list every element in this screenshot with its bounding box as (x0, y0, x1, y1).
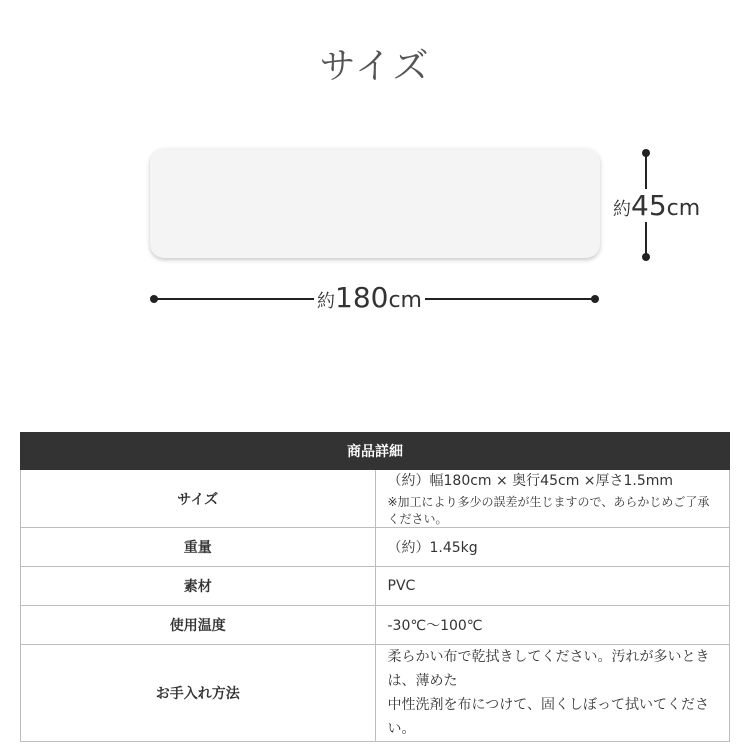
row-label-material: 素材 (21, 567, 376, 606)
depth-value: 45 (631, 189, 667, 222)
size-value: （約）幅180cm × 奥行45cm ×厚さ1.5mm (387, 473, 674, 489)
width-dimension-right-dot (591, 295, 599, 303)
care-line-2: 中性洗剤を布につけて、固くしぼって拭いてください。 (387, 697, 709, 737)
row-value-material: PVC (375, 567, 730, 606)
depth-dimension-top-dot (642, 149, 650, 157)
row-label-temperature: 使用温度 (21, 606, 376, 645)
width-dimension-label (314, 281, 425, 314)
row-label-care: お手入れ方法 (21, 645, 376, 742)
mat-illustration (150, 148, 600, 258)
table-row-size (21, 470, 730, 528)
width-unit: cm (388, 288, 422, 313)
depth-unit: cm (666, 196, 701, 221)
table-row-weight (21, 528, 730, 567)
width-value: 180 (335, 281, 389, 314)
row-value-weight: （約）1.45kg (375, 528, 730, 567)
size-note: ※加工により多少の誤差が生じますので、あらかじめご了承ください。 (387, 495, 710, 526)
table-row-temperature (21, 606, 730, 645)
depth-dimension-label (611, 189, 702, 222)
row-label-weight: 重量 (21, 528, 376, 567)
depth-prefix: 約 (613, 199, 631, 220)
row-label-size: サイズ (21, 470, 376, 528)
row-value-care (375, 645, 730, 742)
care-line-1: 柔らかい布で乾拭きしてください。汚れが多いときは、薄めた (387, 649, 710, 689)
row-value-size (375, 470, 730, 528)
row-value-temperature: -30℃〜100℃ (375, 606, 730, 645)
table-header: 商品詳細 (21, 433, 730, 470)
depth-dimension-bottom-dot (642, 253, 650, 261)
page-title: サイズ (319, 46, 431, 87)
width-prefix: 約 (317, 291, 335, 312)
width-dimension-left-dot (150, 295, 158, 303)
product-details-table (20, 432, 730, 742)
table-row-material (21, 567, 730, 606)
table-row-care (21, 645, 730, 742)
